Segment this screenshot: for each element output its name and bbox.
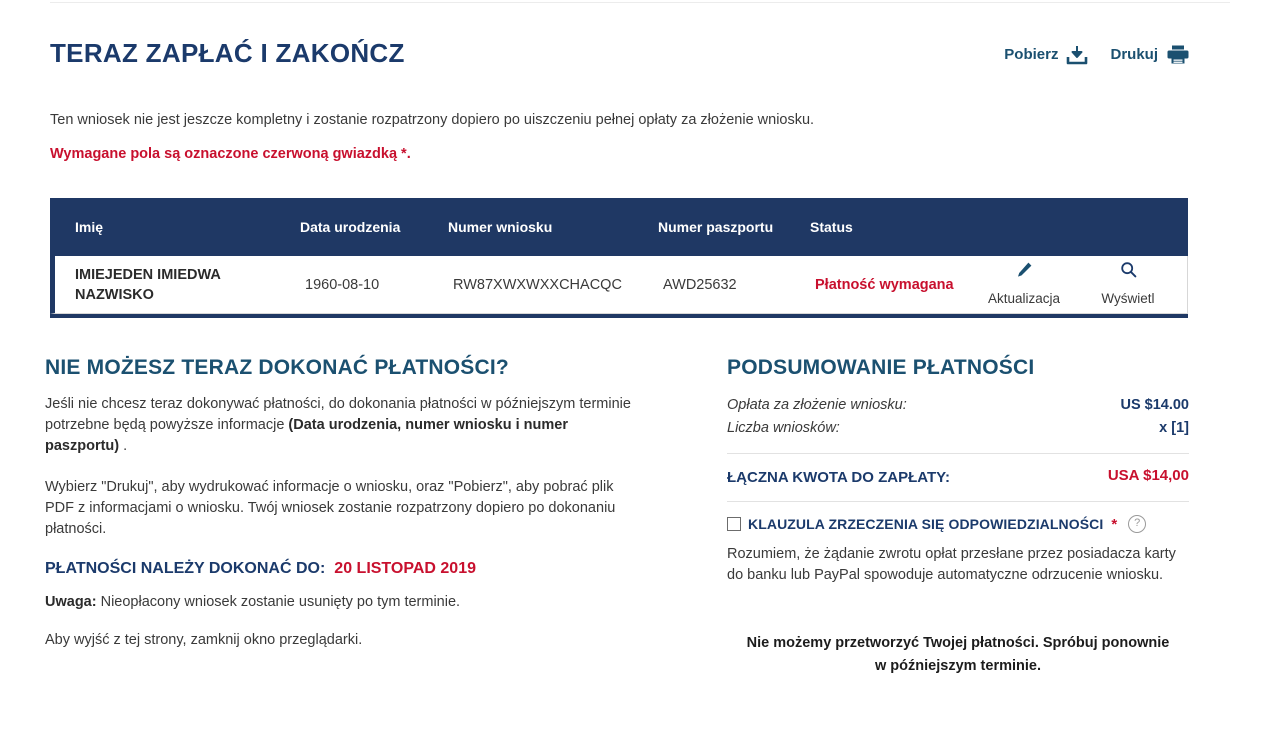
total-label: ŁĄCZNA KWOTA DO ZAPŁATY: [727, 469, 951, 486]
fee-label: Opłata za złożenie wniosku: [727, 397, 907, 413]
update-label: Aktualizacja [987, 290, 1061, 306]
cell-passport-number: AWD25632 [663, 276, 737, 293]
page-header [50, 38, 1190, 82]
print-icon [1166, 44, 1190, 65]
page-title: TERAZ ZAPŁAĆ I ZAKOŃCZ [50, 38, 405, 68]
required-fields-note: Wymagane pola są oznaczone czerwoną gwiazdką *. [50, 146, 411, 162]
status-badge: Płatność wymagana [815, 276, 954, 293]
summary-divider-bottom [727, 501, 1189, 502]
deletion-note [45, 594, 645, 610]
table-row [50, 256, 1188, 314]
column-header-status: Status [810, 218, 853, 235]
column-header-name: Imię [75, 218, 104, 235]
cannot-pay-title: NIE MOŻESZ TERAZ DOKONAĆ PŁATNOŚCI? [45, 356, 509, 379]
pencil-icon [1016, 261, 1033, 284]
paragraph-1-part-a: Jeśli nie chcesz teraz dokonywać płatności, do dokonania płatności w późniejszym terminie potrzebne będą powyższe informacje [45, 396, 631, 433]
cell-update [969, 261, 1079, 309]
column-header-dob: Data urodzenia [300, 218, 401, 235]
waiver-checkbox[interactable] [727, 517, 741, 531]
download-button[interactable] [1004, 45, 1088, 65]
required-asterisk: * [1111, 515, 1118, 533]
table-header-row [50, 198, 1188, 256]
quantity-value: x [1] [1159, 420, 1189, 436]
deletion-note-text: Nieopłacony wniosek zostanie usunięty po tym terminie. [96, 594, 461, 610]
application-table [50, 198, 1188, 318]
payment-line-item [727, 417, 1189, 440]
cell-status [815, 275, 969, 295]
cell-view [1079, 261, 1177, 309]
column-header-passport: Numer paszportu [658, 218, 774, 235]
exit-instruction: Aby wyjść z tej strony, zamknij okno przeglądarki. [45, 632, 363, 648]
cell-application-number: RW87XWXWXXCHACQC [453, 276, 622, 293]
deletion-note-label: Uwaga: [45, 594, 97, 610]
payment-due-date: 20 LISTOPAD 2019 [334, 560, 476, 577]
intro-text: Ten wniosek nie jest jeszcze kompletny i zostanie rozpatrzony dopiero po uiszczeniu pełnej opłaty za złożenie wniosku. [50, 112, 815, 128]
quantity-label: Liczba wniosków: [727, 420, 840, 436]
payment-line-items [727, 394, 1189, 440]
payment-due-line [45, 560, 645, 578]
cannot-pay-section [45, 356, 645, 648]
download-icon [1066, 45, 1088, 65]
waiver-row [727, 515, 1189, 533]
help-icon[interactable]: ? [1128, 515, 1146, 533]
cannot-pay-paragraph-1 [45, 394, 645, 457]
table-bottom-bar [50, 314, 1188, 318]
print-label: Drukuj [1110, 46, 1158, 63]
view-button[interactable] [1079, 261, 1177, 309]
fee-value: US $14.00 [1120, 397, 1189, 413]
total-amount-row [727, 467, 1189, 488]
payment-summary-section [727, 356, 1189, 678]
payment-line-item [727, 394, 1189, 417]
applicant-name: IMIEJEDEN IMIEDWA NAZWISKO [75, 266, 221, 303]
cannot-pay-paragraph-2: Wybierz "Drukuj", aby wydrukować informacje o wniosku, oraz "Pobierz", aby pobrać plik PDF z informacjami o wniosku. Twój wniosek zostanie rozpatrzony dopiero po dokonaniu płatności. [45, 479, 616, 537]
summary-divider-top [727, 453, 1189, 454]
header-actions [1004, 44, 1190, 65]
print-button[interactable] [1110, 44, 1190, 65]
cell-dob: 1960-08-10 [305, 276, 380, 293]
paragraph-1-bold: (Data urodzenia, numer wniosku i numer paszportu) [45, 417, 568, 454]
download-label: Pobierz [1004, 46, 1059, 63]
top-divider [50, 2, 1230, 3]
total-value: USA $14,00 [1107, 467, 1189, 484]
payment-summary-title: PODSUMOWANIE PŁATNOŚCI [727, 356, 1035, 379]
search-icon [1120, 261, 1137, 284]
waiver-label: KLAUZULA ZRZECZENIA SIĘ ODPOWIEDZIALNOŚCI [748, 516, 1104, 532]
cell-name [55, 265, 305, 305]
update-button[interactable] [969, 261, 1079, 309]
payment-error-message: Nie możemy przetworzyć Twojej płatności. Spróbuj ponownie w późniejszym terminie. [746, 635, 1170, 674]
payment-due-label: PŁATNOŚCI NALEŻY DOKONAĆ DO: [45, 560, 326, 577]
waiver-description: Rozumiem, że żądanie zwrotu opłat przesłane przez posiadacza karty do banku lub PayPal spowoduje automatyczne odrzucenie wniosku. [727, 546, 1176, 583]
column-header-app-number: Numer wniosku [448, 218, 553, 235]
view-label: Wyświetl [1101, 290, 1155, 306]
paragraph-1-part-c: . [119, 438, 128, 454]
